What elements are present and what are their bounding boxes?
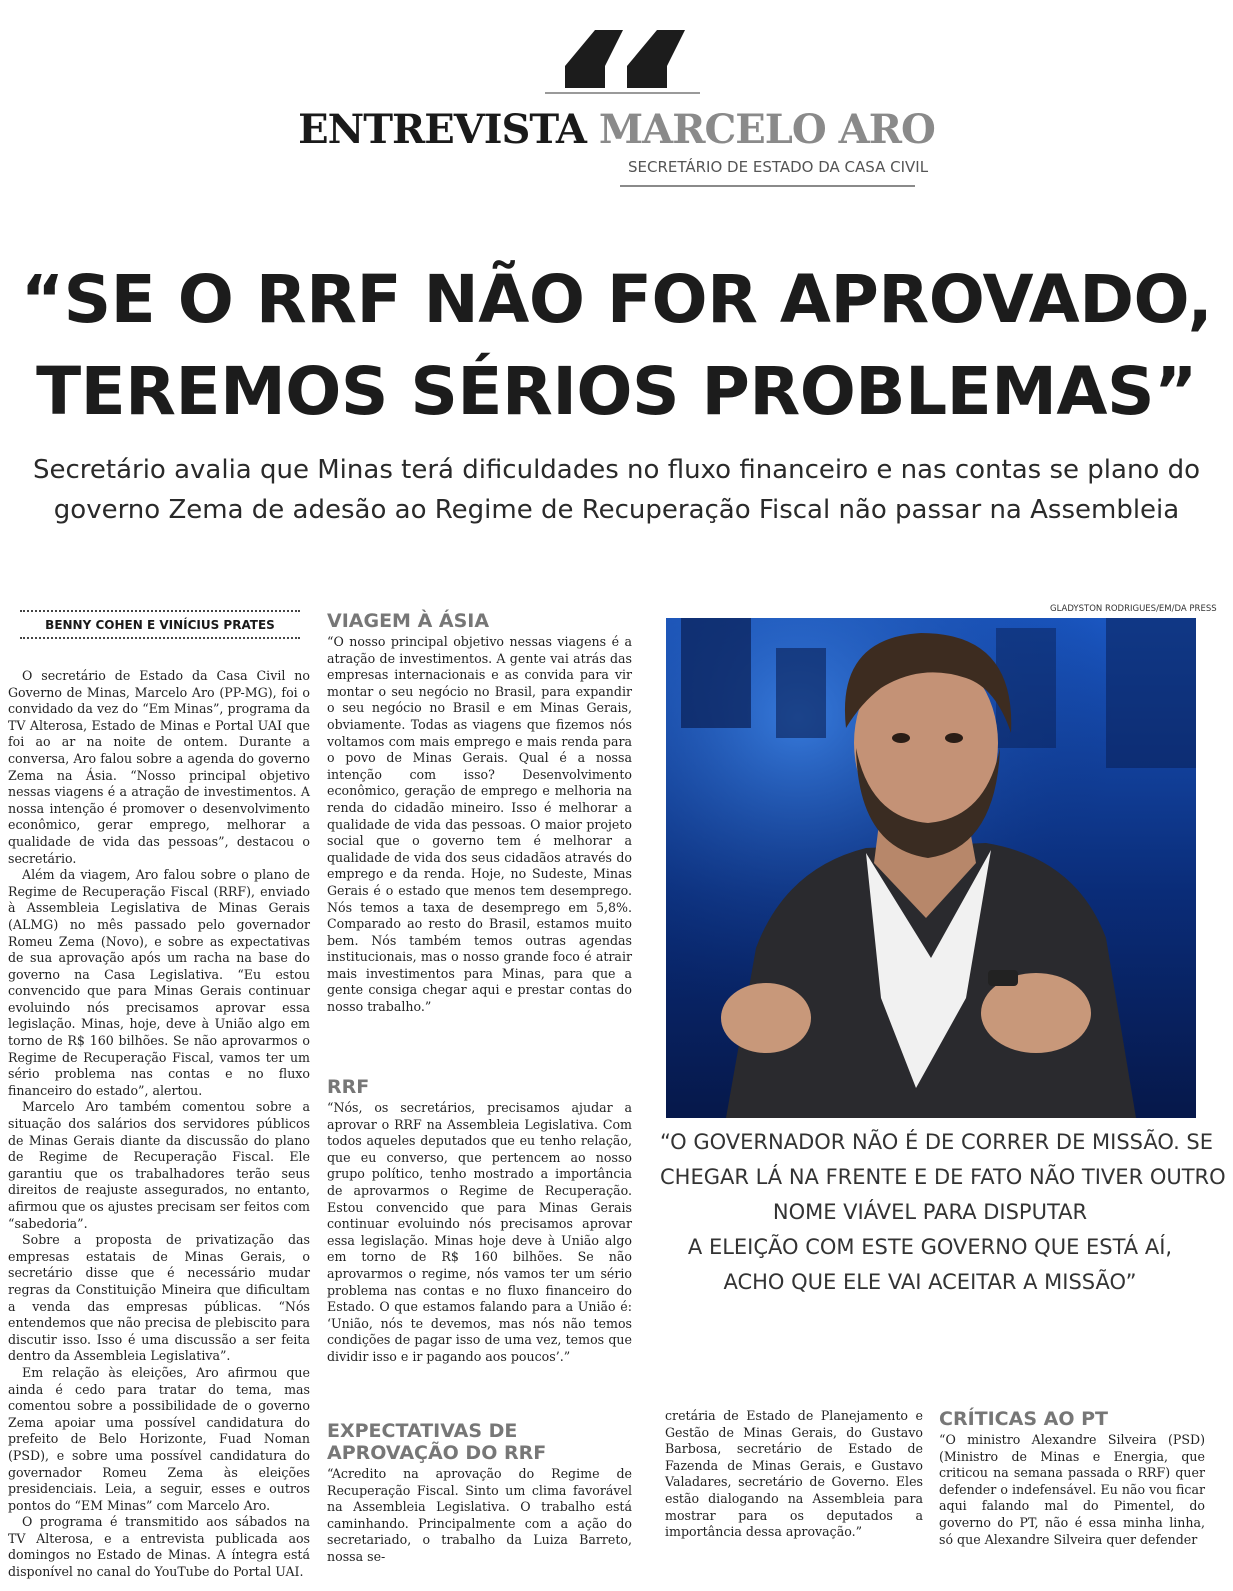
article-column-4	[939, 1408, 1205, 1548]
paragraph: O secretário de Estado da Casa Civil no Governo de Minas, Marcelo Aro (PP-MG), foi o convidado da vez do “Em Minas”, programa da TV Alterosa, Estado de Minas e Portal UAI que foi ao ar na noite de ontem. Durante a conversa, Aro falou sobre a agenda do governo Zema na Ásia. “Nosso principal objetivo nessas viagens é a atração de investimentos. A nossa intenção é promover o desenvolvimento econômico, gerar emprego, melhorar a qualidade de vida das pessoas”, destacou o secretário.	[8, 668, 310, 866]
section-header	[0, 104, 1233, 156]
paragraph: O programa é transmitido aos sábados na TV Alterosa, e a entrevista publicada aos domingos no Estado de Minas. A íntegra está disponível no canal do YouTube do Portal UAI.	[8, 1514, 310, 1580]
section-title-viagem: VIAGEM À ÁSIA	[327, 610, 490, 632]
byline: BENNY COHEN E VINÍCIUS PRATES	[20, 610, 300, 639]
pull-quote	[660, 1125, 1226, 1300]
interviewee-photo	[666, 618, 1196, 1118]
subheadline-line-1: Secretário avalia que Minas terá dificuldades no fluxo financeiro e nas contas se plano do	[32, 455, 1201, 485]
article-column-2	[327, 610, 632, 1564]
paragraph: Marcelo Aro também comentou sobre a situação dos salários dos servidores públicos de Minas Gerais diante da discussão do plano de Regime de Recuperação Fiscal. Ele garantiu que os trabalhadores terão seus direitos de reajuste assegurados, no entanto, afirmou que os ajustes precisam ser feitos com “sabedoria”.	[8, 1099, 310, 1231]
headline	[0, 254, 1233, 438]
top-rule	[545, 92, 700, 94]
pull-quote-line: CHEGAR LÁ NA FRENTE E DE FATO NÃO TIVER OUTRO	[660, 1165, 1226, 1189]
paragraph: “Nós, os secretários, precisamos ajudar a aprovar o RRF na Assembleia Legislativa. Com todos aqueles deputados que eu tenho relação, que eu converso, que pertencem ao nosso grupo político, tenho mostrado a importância de aprovarmos o Regime de Recuperação. Estou convencido que para Minas Gerais continuar evoluindo nós precisamos aprovar essa legislação. Minas hoje deve à União algo em torno de R$ 160 bilhões. Se não aprovarmos o regime, nós vamos ter um sério problema nas contas e no fluxo financeiro do Estado. O que estamos falando para a União é: ‘União, nós te devemos, mas nós não temos condições de pagar isso de uma vez, temos que dividir isso e ir pagando aos poucos’.”	[327, 1100, 632, 1364]
quote-mark-icon	[565, 30, 695, 90]
subheadline-line-2: governo Zema de adesão ao Regime de Recuperação Fiscal não passar na Assembleia	[53, 495, 1180, 525]
pull-quote-line: NOME VIÁVEL PARA DISPUTAR	[772, 1200, 1088, 1224]
section-title-criticas: CRÍTICAS AO PT	[939, 1408, 1108, 1430]
paragraph: Além da viagem, Aro falou sobre o plano de Regime de Recuperação Fiscal (RRF), enviado à Assembleia Legislativa de Minas Gerais (ALMG) no mês passado pelo governador Romeu Zema (Novo), e sobre as expectativas de sua aprovação após um racha na base do governo na Casa Legislativa. “Eu estou convencido que para Minas Gerais continuar evoluindo nós precisamos aprovar essa legislação. Minas, hoje, deve à União algo em torno de R$ 160 bilhões. Se não aprovarmos o Regime de Recuperação Fiscal, vamos ter um sério problema nas contas e no fluxo financeiro do estado”, alertou.	[8, 867, 310, 1098]
section-title-line: EXPECTATIVAS DE	[327, 1420, 518, 1442]
section-title-line: APROVAÇÃO DO RRF	[327, 1442, 547, 1464]
article-column-3	[665, 1408, 923, 1541]
section-title-rrf: RRF	[327, 1076, 370, 1098]
interviewee-role: SECRETÁRIO DE ESTADO DA CASA CIVIL	[628, 158, 929, 176]
paragraph: “O nosso principal objetivo nessas viagens é a atração de investimentos. A gente vai atrás das empresas internacionais e as convida para vir montar o seu negócio no Brasil, para expandir o seu negócio no Brasil e em Minas Gerais, obviamente. Todas as viagens que fizemos nós voltamos com mais emprego e mais renda para o povo de Minas Gerais. Qual é a nossa intenção com isso? Desenvolvimento econômico, geração de emprego e melhoria na renda do cidadão mineiro. Isso é melhorar a qualidade de vida das pessoas. O maior projeto social que o governo tem é melhorar a qualidade de vida dos seus cidadãos através do emprego e da renda. Hoje, no Sudeste, Minas Gerais é o estado que menos tem desemprego. Nós temos a taxa de desemprego em 5,8%. Comparado ao resto do Brasil, estamos muito bem. Nós também temos outras agendas institucionais, mas o nosso grande foco é atrair mais investimentos para Minas, para que a gente consiga chegar aqui e prestar contas do nosso trabalho.”	[327, 634, 632, 1015]
photo-credit: GLADYSTON RODRIGUES/EM/DA PRESS	[1050, 604, 1217, 614]
pull-quote-line: “O GOVERNADOR NÃO É DE CORRER DE MISSÃO. SE	[660, 1130, 1214, 1154]
paragraph: Sobre a proposta de privatização das empresas estatais de Minas Gerais, o secretário disse que é necessário mudar regras da Constituição Mineira que dificultam a venda das empresas públicas. “Nós entendemos que não precisa de plebiscito para discutir isso. Isso é uma discussão a ser feita dentro da Assembleia Legislativa”.	[8, 1232, 310, 1364]
headline-line-2: TEREMOS SÉRIOS PROBLEMAS”	[36, 353, 1197, 430]
paragraph: “O ministro Alexandre Silveira (PSD) (Ministro de Minas e Energia, que criticou na semana passada o RRF) quer defender o indefensável. Eu não vou ficar aqui falando mal do Pimentel, do governo do PT, não é essa minha linha, só que Alexandre Silveira quer defender	[939, 1432, 1205, 1547]
paragraph: cretária de Estado de Planejamento e Gestão de Minas Gerais, do Gustavo Barbosa, secretário de Estado de Fazenda de Minas Gerais, e Gustavo Valadares, secretário de Governo. Eles estão dialogando na Assembleia para mostrar para os deputados a importância dessa aprovação.”	[665, 1408, 923, 1540]
article-column-1	[8, 668, 310, 1581]
paragraph: Em relação às eleições, Aro afirmou que ainda é cedo para tratar do tema, mas comentou sobre a possibilidade de o governo Zema apoiar uma possível candidatura do prefeito de Belo Horizonte, Fuad Noman (PSD), e sobre uma possível candidatura do governador Romeu Zema às eleições presidenciais. Leia, a seguir, esses e outros pontos do “EM Minas” com Marcelo Aro.	[8, 1364, 310, 1513]
section-label: ENTREVISTA	[298, 106, 586, 153]
headline-line-1: “SE O RRF NÃO FOR APROVADO,	[20, 261, 1213, 338]
header-rule	[620, 185, 915, 187]
subheadline	[0, 450, 1233, 530]
pull-quote-line: ACHO QUE ELE VAI ACEITAR A MISSÃO”	[723, 1270, 1137, 1294]
interviewee-name: MARCELO ARO	[598, 106, 935, 153]
paragraph: “Acredito na aprovação do Regime de Recuperação Fiscal. Sinto um clima favorável na Assembleia Legislativa. O trabalho está caminhando. Principalmente com a ação do secretariado, o trabalho da Luiza Barreto, nossa se-	[327, 1466, 632, 1564]
section-rrf	[327, 1076, 632, 1366]
section-viagem	[327, 610, 632, 1016]
section-expectativas	[327, 1420, 632, 1566]
photo-illustration	[666, 618, 1196, 1118]
section-title-expectativas	[327, 1420, 632, 1464]
pull-quote-line: A ELEIÇÃO COM ESTE GOVERNO QUE ESTÁ AÍ,	[687, 1235, 1173, 1259]
